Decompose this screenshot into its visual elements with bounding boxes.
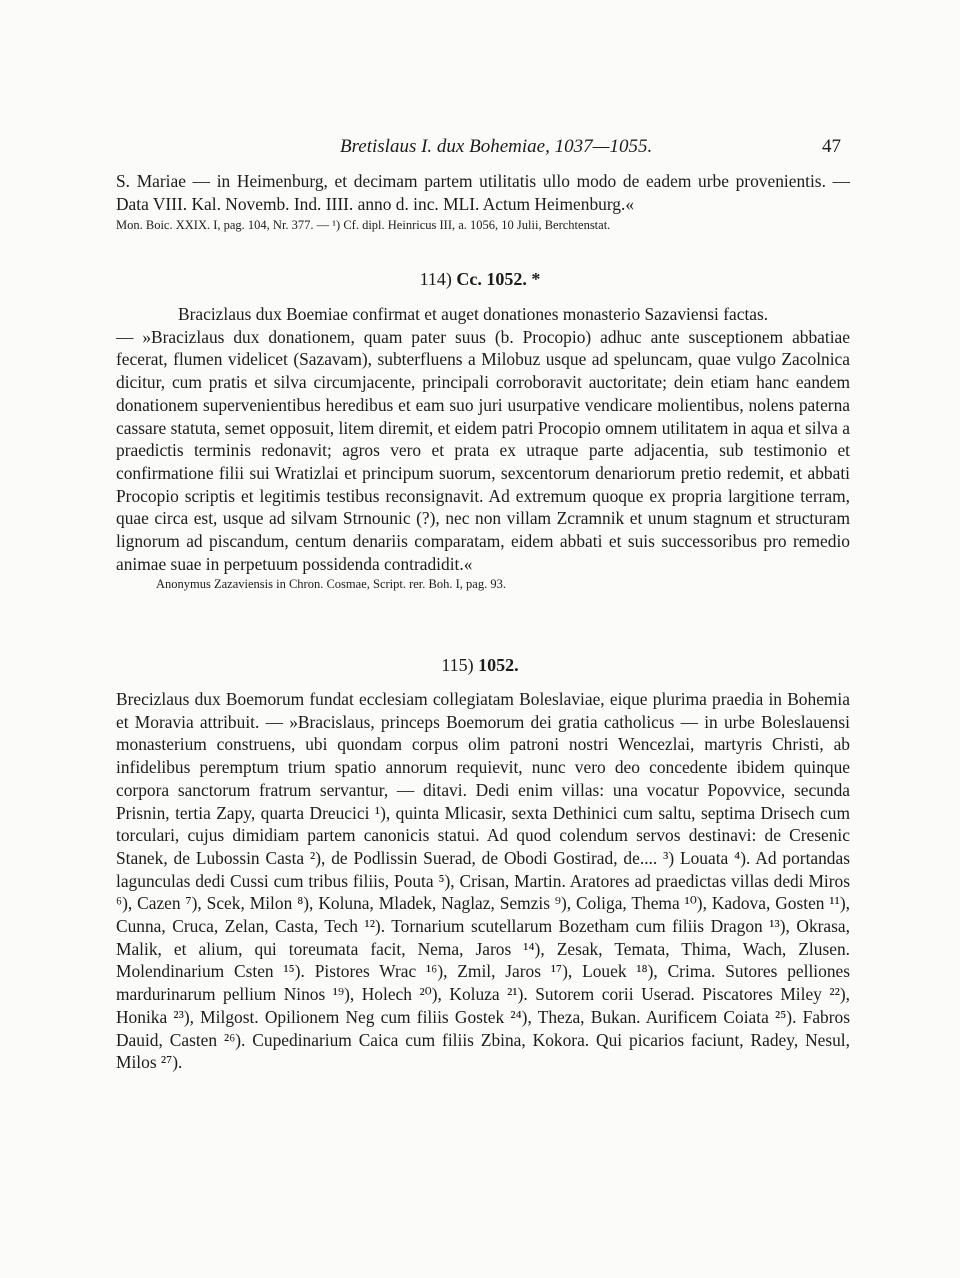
document-115-heading	[0, 654, 960, 676]
document-115-year: 1052.	[478, 655, 519, 675]
page-header	[0, 136, 960, 162]
document-114-year: Cc. 1052. *	[456, 269, 541, 289]
document-115-text: — »Bracislaus, princeps Boemorum dei gratia catholicus — in urbe Boleslauensi monasterium construens, ubi quondam corpus olim patroni nostri Wencezlai, martyris Christi, ab infidelibus peremptum trium spatio annorum requievit, nunc vero deo concedente ibidem quinque corpora sanctorum fratrum servantur, — ditavi. Dedi enim villas: una vocatur Popovvice, secunda Prisnin, tertia Zapy, quarta Dreucici ¹), quinta Mlicasir, sexta Dethinici cum saltu, septima Drisech cum torculari, cujus dimidiam partem canonicis statui. Ad quod colendum servos destinavi: de Cresenic Stanek, de Lubossin Casta ²), de Podlissin Suerad, de Obodi Gostirad, de.... ³) Louata ⁴). Ad portandas lagunculas dedi Cussi cum tribus filiis, Pouta ⁵), Crisan, Martin. Aratores ad praedictas villas dedi Miros ⁶), Cazen ⁷), Scek, Milon ⁸), Koluna, Mladek, Naglaz, Semzis ⁹), Coliga, Thema ¹⁰), Kadova, Gosten ¹¹), Cunna, Cruca, Zelan, Casta, Tech ¹²). Tornarium scutellarum Bozetham cum filiis Dragon ¹³), Okrasa, Malik, et alium, qui toreumata facit, Nema, Jaros ¹⁴), Zesak, Temata, Thima, Wach, Zlusen. Molendinarium Csten ¹⁵). Pistores Wrac ¹⁶), Zmil, Jaros ¹⁷), Louek ¹⁸), Crima. Sutores pelliones mardurinarum pellium Ninos ¹⁹), Holech ²⁰), Koluza ²¹). Sutorem corii Userad. Piscatores Miley ²²), Honika ²³), Milgost. Opilionem Neg cum filiis Gostek ²⁴), Theza, Bukan. Aurificem Coiata ²⁵). Fabros Dauid, Casten ²⁶). Cupedinarium Caica cum filiis Zbina, Kokora. Qui picarios faciunt, Radey, Nesul, Milos ²⁷).	[116, 711, 850, 1073]
page-number: 47	[822, 136, 841, 157]
continuation-block	[116, 170, 850, 234]
document-115-summary: Brecizlaus dux Boemorum fundat ecclesiam collegiatam Boleslaviae, eique plurima praedia in Bohemia et Moravia attribuit.	[116, 689, 850, 732]
document-114-number: 114)	[419, 269, 452, 289]
continuation-text: S. Mariae — in Heimenburg, et decimam partem utilitatis ullo modo de eadem urbe provenientis. — Data VIII. Kal. Novemb. Ind. IIII. anno d. inc. MLI. Actum Heimenburg.«	[116, 171, 850, 214]
running-title: Bretislaus I. dux Bohemiae, 1037—1055.	[340, 136, 653, 157]
document-114-body	[116, 303, 850, 593]
document-115-number: 115)	[441, 655, 474, 675]
document-114-text: — »Bracizlaus dux donationem, quam pater suus (b. Procopio) adhuc ante susceptionem abbatiae fecerat, flumen videlicet (Sazavam), subterfluens a Milobuz usque ad speluncam, quae vulgo Zacolnica dicitur, cum pratis et silva circumjacente, principali corroboravit auctoritate; dein etiam hanc eandem donationem supervenientibus heredibus et eam suo juri usurpative vendicare molientibus, nolens paterna cassare statuta, semet opposuit, litem diremit, et eidem patri Procopio omnem utilitatem in aqua et silva a praedictis terminis redonavit; agros vero et prata ex utraque parte adjacentia, sub testimonio et confirmatione filii sui Wratizlai et principum suorum, sexcentorum denariorum pretio redemit, et abbati Procopio scriptis et legitimis testibus reconsignavit. Ad extremum quoque ex propria largitione terram, quae circa est, usque ad silvam Strnounic (?), nec non villam Zcramnik et unum stagnum et structuram lignorum ad piscandum, centum denariis comparatam, eidem abbati et suis successoribus pro remedio animae suae in perpetuum possidenda contradidit.«	[116, 326, 850, 574]
document-114-summary: Bracizlaus dux Boemiae confirmat et auget donationes monasterio Sazaviensi factas.	[178, 304, 769, 324]
document-115-body	[116, 688, 850, 1074]
continuation-note: Mon. Boic. XXIX. I, pag. 104, Nr. 377. — ¹) Cf. dipl. Heinricus III, a. 1056, 10 Julii, Berchtenstat.	[116, 218, 611, 233]
document-114-heading	[0, 268, 960, 290]
document-114-source: Anonymus Zazaviensis in Chron. Cosmae, Script. rer. Boh. I, pag. 93.	[156, 577, 506, 592]
